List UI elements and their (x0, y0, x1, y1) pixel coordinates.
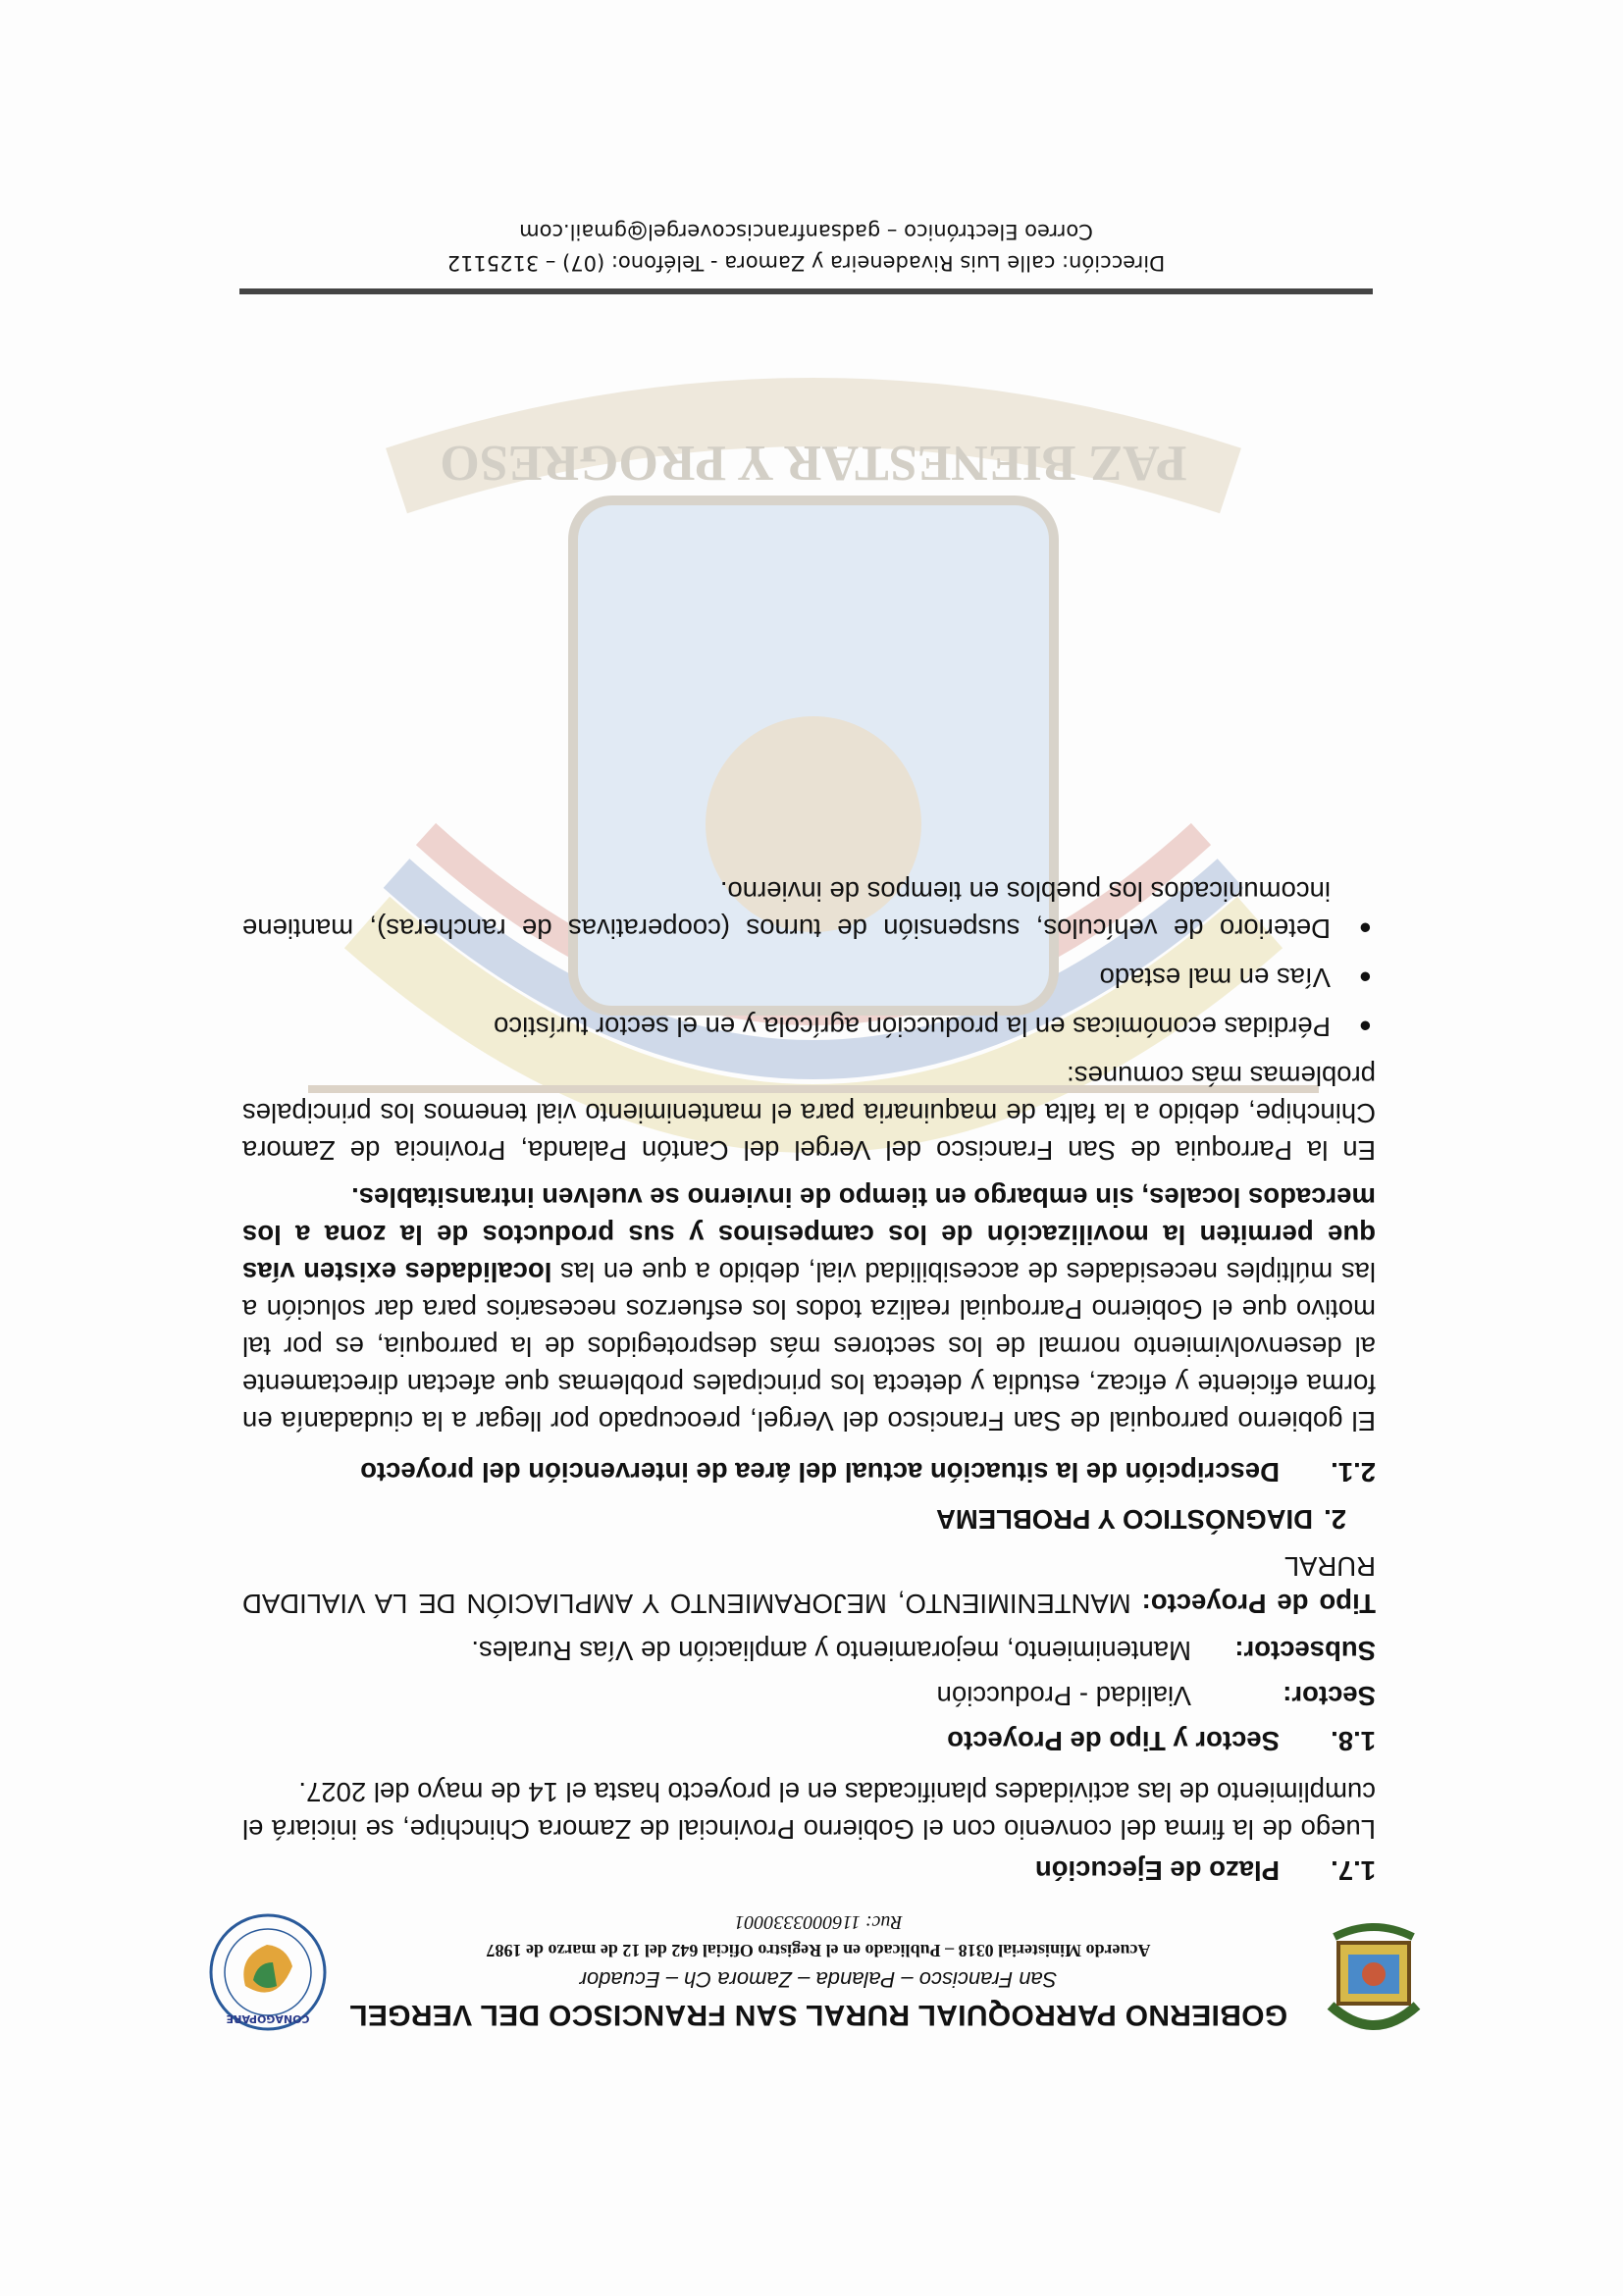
section-heading-2 (242, 1500, 1346, 1538)
bullet-icon: ● (1358, 965, 1372, 990)
list-item (242, 1008, 1376, 1045)
ministerial-agreement: Acuerdo Ministerial 0318 – Publicado en el Registro Oficial 642 del 12 de marzo de 1987 (486, 1941, 1151, 1960)
section-number: 1.8. (1331, 1726, 1376, 1756)
section-heading-1-7 (242, 1852, 1376, 1889)
footer-divider (239, 288, 1373, 294)
list-item (242, 959, 1376, 996)
organization-location: San Francisco – Palanda – Zamora Ch – Ecuador (579, 1967, 1058, 1992)
subsector-row (242, 1632, 1376, 1669)
section-number: 2. (1324, 1504, 1346, 1535)
section-heading-1-8 (242, 1722, 1376, 1759)
section-title: Plazo de Ejecución (1034, 1855, 1280, 1886)
project-type-row (242, 1547, 1376, 1622)
footer-email: Correo Electrónico – gadsanfranciscovergel@gmail.com (519, 220, 1093, 243)
section-title: DIAGNÓSTICO Y PROBLEMA (935, 1504, 1313, 1535)
document-body (242, 872, 1376, 1899)
project-type-value: MANTENIMIENTO, MEJORAMIENTO Y AMPLIACIÓN DE LA VIALIDAD RURAL (242, 1551, 1376, 1619)
list-item-text: Pérdidas económicas en la producción agrícola y en el sector turístico (494, 1012, 1331, 1042)
watermark-ribbon-text: PAZ BIENESTAR Y PROGRESO (440, 435, 1187, 491)
execution-period-paragraph: Luego de la firma del convenio con el Gobierno Provincial de Zamora Chinchipe, se iniciará el cumplimiento de las actividades planificadas en el proyecto hasta el 14 de mayo del 2027. (242, 1777, 1376, 1845)
section-title: Sector y Tipo de Proyecto (947, 1726, 1280, 1756)
list-item (242, 872, 1376, 947)
list-item-text: Deterioro de vehículos, suspensión de turnos (cooperativas de rancheras), mantiene incomunicados los pueblos en tiempos de invierno. (242, 876, 1331, 944)
sector-value: Vialidad - Producción (936, 1681, 1191, 1711)
bullet-icon: ● (1358, 1015, 1372, 1039)
problems-intro-paragraph: En la Parroquia de San Francisco del Vergel del Cantón Palanda, Provincia de Zamora Chinchipe, debido a la falta de maquinaria para el mantenimiento vial tenemos los principales problemas más comunes: (242, 1061, 1376, 1166)
situation-text: El gobierno parroquial de San Francisco del Vergel, preocupado por llegar a la ciudadanía en forma eficiente y eficaz, estudia y detecta los principales problemas que afectan directamente al desenvolvimiento normal de los sectores más desprotegidos de la parroquia, es por tal motivo que el Gobierno Parroquial realiza todos los esfuerzos necesarios para dar solución a las múltiples necesidades de accesibilidad vial, debido a que en las (242, 1257, 1376, 1436)
section-heading-2-1 (242, 1453, 1376, 1490)
footer-address: Dirección: calle Luis Rivadeneira y Zamora - Teléfono: (07) – 3125112 (446, 251, 1166, 275)
section-number: 1.7. (1331, 1855, 1376, 1886)
sector-label: Sector: (1283, 1681, 1376, 1711)
conagopare-logo-icon (200, 1909, 336, 2035)
project-type-label: Tipo de Proyecto: (1141, 1589, 1376, 1619)
conagopare-logo-text: CONAGOPARE (226, 2012, 310, 2025)
section-title: Descripción de la situación actual del área de intervención del proyecto (360, 1457, 1280, 1487)
sector-row (242, 1677, 1376, 1714)
situation-bold-text: localidades existen vías que permiten la movilización de los campesinos y sus productos de la zona a los mercados locales, sin embargo en tiempo de invierno se vuelven intransitables. (242, 1182, 1376, 1287)
parish-seal-icon (1321, 1919, 1427, 2035)
organization-name: GOBIERNO PARROQUIAL RURAL SAN FRANCISCO DEL VERGEL (348, 1999, 1288, 2031)
bullet-icon: ● (1358, 916, 1372, 941)
subsector-value: Mantenimiento, mejoramiento y ampliación de Vías Rurales. (471, 1636, 1191, 1666)
letterhead (200, 1892, 1437, 2039)
situation-paragraph (242, 1178, 1376, 1439)
list-item-text: Vías en mal estado (1099, 963, 1331, 993)
section-number: 2.1. (1331, 1457, 1376, 1487)
ruc-number: Ruc: 1160003330001 (734, 1911, 903, 1933)
subsector-label: Subsector: (1234, 1636, 1376, 1666)
problems-list (242, 872, 1376, 1045)
